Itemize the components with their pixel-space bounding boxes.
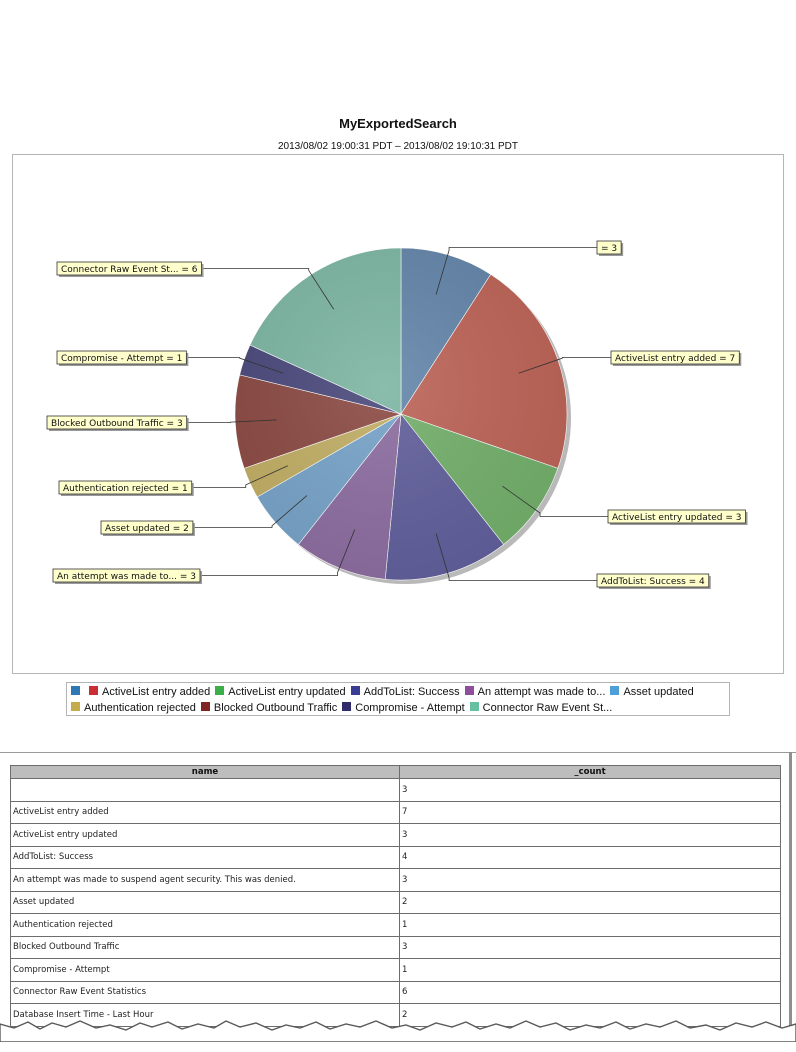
legend-label: ActiveList entry added	[102, 686, 211, 698]
cell-name: ActiveList entry added	[11, 801, 400, 824]
legend-swatch	[470, 702, 479, 711]
legend-swatch	[71, 686, 80, 695]
legend-label: Connector Raw Event St...	[482, 702, 613, 714]
slice-label-compromise-attempt: Compromise - Attempt = 1	[61, 354, 183, 364]
cell-count: 7	[400, 801, 781, 824]
legend-item-blocked-outbound-traffic[interactable]	[201, 700, 337, 716]
legend-item-connector-raw-event-statistics[interactable]	[470, 700, 613, 716]
table-row[interactable]	[11, 936, 781, 959]
slice-label-activelist-entry-added: ActiveList entry added = 7	[615, 354, 736, 364]
column-header-count[interactable]: _count	[400, 766, 781, 779]
legend-item-authentication-rejected[interactable]	[71, 700, 196, 716]
cell-count: 3	[400, 936, 781, 959]
legend-label: AddToList: Success	[363, 686, 460, 698]
chart-legend	[66, 682, 730, 716]
legend-item-asset-updated[interactable]	[610, 684, 693, 700]
legend-swatch	[351, 686, 360, 695]
cell-name: Blocked Outbound Traffic	[11, 936, 400, 959]
legend-label: Blocked Outbound Traffic	[213, 702, 338, 714]
slice-label-an-attempt-was-made-to-suspend-agent-security-this-was-denied: An attempt was made to... = 3	[57, 572, 196, 582]
table-row[interactable]	[11, 914, 781, 937]
slice-label-blocked-outbound-traffic: Blocked Outbound Traffic = 3	[51, 419, 183, 429]
table-row[interactable]	[11, 846, 781, 869]
pie-chart	[13, 155, 785, 675]
legend-item-activelist-entry-updated[interactable]	[215, 684, 345, 700]
cell-count: 2	[400, 891, 781, 914]
torn-page-edge	[0, 1010, 796, 1042]
cell-name: Database Insert Time - Last Hour	[11, 1004, 400, 1027]
table-row[interactable]	[11, 959, 781, 982]
chart-subtitle: 2013/08/02 19:00:31 PDT – 2013/08/02 19:10:31 PDT	[278, 141, 518, 152]
legend-swatch	[201, 702, 210, 711]
cell-name: Asset updated	[11, 891, 400, 914]
cell-name: Connector Raw Event Statistics	[11, 981, 400, 1004]
slice-label-blank: = 3	[601, 244, 618, 254]
legend-label: Authentication rejected	[84, 702, 196, 714]
data-table	[10, 765, 781, 1027]
cell-name: An attempt was made to suspend agent security. This was denied.	[11, 869, 400, 892]
cell-name: ActiveList entry updated	[11, 824, 400, 847]
chart-title: MyExportedSearch	[339, 116, 457, 131]
legend-item-compromise-attempt[interactable]	[342, 700, 464, 716]
slice-label-connector-raw-event-statistics: Connector Raw Event St... = 6	[61, 265, 198, 275]
table-row[interactable]	[11, 891, 781, 914]
table-shadow	[789, 752, 792, 1042]
legend-item-addtolist-success[interactable]	[351, 684, 460, 700]
table-row[interactable]	[11, 869, 781, 892]
slice-label-addtolist-success: AddToList: Success = 4	[601, 577, 705, 587]
column-header-name[interactable]: name	[11, 766, 400, 779]
cell-count: 3	[400, 869, 781, 892]
legend-swatch	[89, 686, 98, 695]
cell-count: 1	[400, 959, 781, 982]
cell-count: 6	[400, 981, 781, 1004]
table-header-row	[11, 766, 781, 779]
cell-name: AddToList: Success	[11, 846, 400, 869]
cell-count: 4	[400, 846, 781, 869]
legend-label: Compromise - Attempt	[355, 702, 465, 714]
legend-item-an-attempt-was-made-to-suspend-agent-security-this-was-denied[interactable]	[465, 684, 606, 700]
legend-label: Asset updated	[623, 686, 694, 698]
legend-item-activelist-entry-added[interactable]	[89, 684, 210, 700]
legend-label: An attempt was made to...	[477, 686, 606, 698]
legend-item-blank[interactable]	[71, 684, 84, 700]
cell-name: Authentication rejected	[11, 914, 400, 937]
legend-swatch	[71, 702, 80, 711]
legend-label: ActiveList entry updated	[228, 686, 346, 698]
slice-label-asset-updated: Asset updated = 2	[105, 524, 189, 534]
cell-name: Compromise - Attempt	[11, 959, 400, 982]
slice-label-activelist-entry-updated: ActiveList entry updated = 3	[612, 513, 742, 523]
cell-count: 2	[400, 1004, 781, 1027]
legend-swatch	[215, 686, 224, 695]
legend-swatch	[342, 702, 351, 711]
table-row[interactable]	[11, 779, 781, 802]
table-row[interactable]	[11, 801, 781, 824]
cell-count: 3	[400, 824, 781, 847]
table-row[interactable]	[11, 824, 781, 847]
chart-frame	[12, 154, 784, 674]
cell-name	[11, 779, 400, 802]
slice-label-authentication-rejected: Authentication rejected = 1	[63, 484, 188, 494]
legend-swatch	[465, 686, 474, 695]
table-row[interactable]	[11, 981, 781, 1004]
cell-count: 1	[400, 914, 781, 937]
legend-swatch	[610, 686, 619, 695]
cell-count: 3	[400, 779, 781, 802]
